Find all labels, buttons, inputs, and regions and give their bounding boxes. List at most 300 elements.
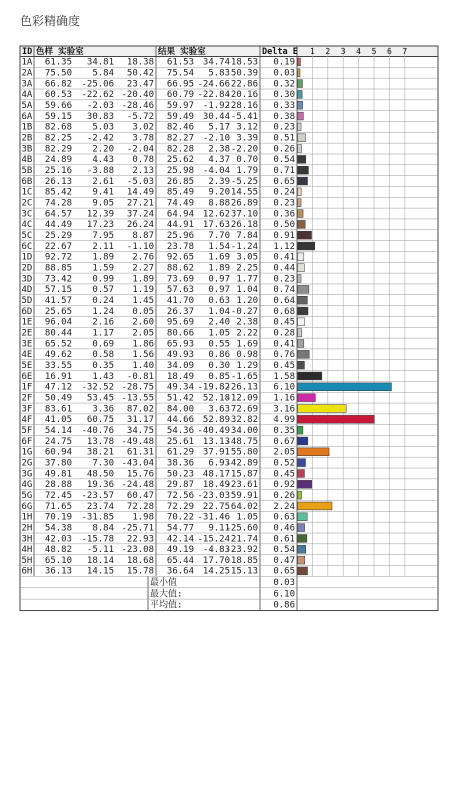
reference-value: -31.85 [81, 512, 114, 523]
measured-value: 0.63 [208, 295, 230, 306]
delta-e-value: 0.50 [273, 220, 295, 231]
delta-e-value: 0.91 [273, 231, 295, 242]
reference-value: 50.49 [44, 393, 72, 404]
delta-e-value: 2.24 [273, 501, 295, 512]
delta-e-bar [298, 502, 332, 510]
measured-value: 1.54 [208, 241, 230, 252]
measured-value: 5.17 [208, 122, 230, 133]
reference-value: 48.50 [86, 469, 114, 480]
summary-value: 0.86 [273, 600, 295, 611]
patch-id: 1G [21, 447, 33, 458]
patch-id: 3A [21, 79, 33, 90]
reference-value: 8.87 [132, 231, 154, 242]
reference-value: 1.56 [132, 350, 154, 361]
reference-value: 41.57 [44, 295, 72, 306]
reference-value: 2.61 [92, 176, 114, 187]
measured-value: 59.91 [230, 490, 258, 501]
measured-value: -23.03 [197, 490, 230, 501]
measured-value: 18.53 [230, 57, 258, 68]
patch-id: 1E [21, 317, 33, 328]
delta-e-value: 0.76 [273, 350, 295, 361]
measured-value: 2.38 [236, 317, 258, 328]
summary-label: 平均值: [150, 600, 183, 611]
delta-e-value: 0.68 [273, 306, 295, 317]
delta-e-bar [298, 415, 375, 423]
reference-value: 60.47 [126, 490, 154, 501]
reference-value: 49.81 [44, 469, 72, 480]
measured-value: 92.65 [166, 252, 194, 263]
reference-value: -25.06 [81, 79, 114, 90]
reference-value: 1.89 [132, 274, 154, 285]
delta-e-bar [298, 448, 330, 456]
measured-value: 17.63 [202, 220, 230, 231]
reference-value: 74.28 [44, 198, 72, 209]
patch-id: 1D [21, 252, 33, 263]
reference-value: 26.24 [126, 220, 154, 231]
measured-value: 2.38 [208, 144, 230, 155]
measured-value: 72.56 [166, 490, 194, 501]
measured-value: 25.61 [166, 436, 194, 447]
patch-id: 4H [21, 545, 33, 556]
delta-e-bar [298, 210, 304, 218]
reference-value: 13.78 [86, 436, 114, 447]
delta-e-bar [298, 275, 302, 283]
measured-value: 7.70 [208, 231, 230, 242]
patch-id: 1H [21, 512, 33, 523]
delta-e-value: 0.36 [273, 209, 295, 220]
reference-value: 7.30 [92, 458, 114, 469]
delta-e-bar [298, 437, 308, 445]
patch-id: 5G [21, 490, 33, 501]
delta-e-bar [298, 513, 308, 521]
reference-value: 42.03 [44, 534, 72, 545]
delta-e-bar [298, 524, 305, 532]
reference-value: 9.41 [92, 187, 114, 198]
reference-value: 72.28 [126, 501, 154, 512]
measured-value: 18.49 [202, 480, 230, 491]
patch-id: 5B [21, 166, 33, 177]
delta-e-bar [298, 253, 304, 261]
delta-e-value: 0.38 [273, 111, 295, 122]
measured-value: -28.16 [225, 101, 258, 112]
measured-value: 1.29 [236, 360, 258, 371]
reference-value: 48.82 [44, 545, 72, 556]
measured-value: 82.46 [166, 122, 194, 133]
measured-value: -31.46 [197, 512, 230, 523]
measured-value: 59.97 [166, 101, 194, 112]
delta-e-value: 0.46 [273, 523, 295, 534]
measured-value: 2.22 [236, 328, 258, 339]
measured-value: 44.66 [166, 415, 194, 426]
reference-value: 12.39 [86, 209, 114, 220]
patch-id: 3H [21, 534, 33, 545]
patch-id: 6C [21, 241, 33, 252]
measured-value: 84.00 [166, 404, 194, 415]
measured-value: 18.49 [166, 371, 194, 382]
reference-value: 0.58 [92, 350, 114, 361]
measured-value: -42.89 [225, 458, 258, 469]
reference-value: 50.42 [126, 68, 154, 79]
reference-value: 0.35 [92, 360, 114, 371]
measured-value: 1.04 [208, 306, 230, 317]
reference-value: 4.43 [92, 155, 114, 166]
measured-value: 3.39 [236, 133, 258, 144]
reference-value: 25.29 [44, 231, 72, 242]
measured-value: -48.75 [225, 436, 258, 447]
reference-value: 18.68 [126, 555, 154, 566]
reference-value: 31.17 [126, 415, 154, 426]
delta-e-value: 0.65 [273, 176, 295, 187]
delta-e-bar [298, 361, 305, 369]
delta-e-value: 0.03 [273, 68, 295, 79]
reference-value: -22.62 [81, 90, 114, 101]
patch-id: 4C [21, 220, 33, 231]
reference-value: 0.78 [132, 155, 154, 166]
delta-e-bar [298, 480, 312, 488]
summary-label: 最大值: [150, 589, 183, 600]
delta-e-bar [298, 426, 303, 434]
reference-value: 34.81 [86, 57, 114, 68]
reference-value: 47.12 [44, 382, 72, 393]
measured-value: 42.14 [166, 534, 194, 545]
delta-e-bar [298, 220, 306, 228]
reference-value: 61.35 [44, 57, 72, 68]
delta-e-bar [298, 134, 306, 142]
reference-value: 37.80 [44, 458, 72, 469]
measured-value: 13.13 [202, 436, 230, 447]
delta-e-value: 1.12 [273, 241, 295, 252]
delta-e-bar [298, 318, 305, 326]
delta-e-value: 0.52 [273, 458, 295, 469]
patch-id: 2C [21, 198, 33, 209]
reference-value: -40.76 [81, 425, 114, 436]
delta-e-value: 0.65 [273, 566, 295, 577]
delta-e-value: 0.44 [273, 263, 295, 274]
patch-id: 2H [21, 523, 33, 534]
reference-value: 3.02 [132, 122, 154, 133]
measured-value: 1.79 [236, 166, 258, 177]
measured-value: 1.05 [208, 328, 230, 339]
measured-value: 6.93 [208, 458, 230, 469]
summary-label: 最小值 [150, 577, 178, 588]
measured-value: 37.10 [230, 209, 258, 220]
measured-value: -22.84 [197, 90, 230, 101]
delta-e-bar [298, 90, 303, 98]
delta-e-value: 0.54 [273, 545, 295, 556]
reference-value: 59.15 [44, 111, 72, 122]
measured-value: 64.94 [166, 209, 194, 220]
reference-value: -23.08 [121, 545, 154, 556]
reference-value: 36.13 [44, 566, 72, 577]
delta-e-value: 6.10 [273, 382, 295, 393]
reference-value: 3.36 [92, 404, 114, 415]
measured-value: 88.62 [166, 263, 194, 274]
measured-value: 72.29 [166, 501, 194, 512]
summary-value: 6.10 [273, 589, 295, 600]
reference-value: 1.43 [92, 371, 114, 382]
reference-value: 0.69 [92, 339, 114, 350]
reference-value: 1.45 [132, 295, 154, 306]
measured-value: -4.04 [202, 166, 230, 177]
reference-value: -24.48 [121, 480, 154, 491]
measured-value: 65.44 [166, 555, 194, 566]
reference-value: 19.36 [86, 480, 114, 491]
reference-value: -28.75 [121, 382, 154, 393]
measured-value: -5.25 [230, 176, 258, 187]
measured-value: -19.82 [197, 382, 230, 393]
measured-value: 21.74 [230, 534, 258, 545]
reference-value: -2.04 [126, 144, 154, 155]
measured-value: 50.23 [166, 469, 194, 480]
delta-e-value: 0.19 [273, 57, 295, 68]
delta-e-value: 0.47 [273, 555, 295, 566]
reference-value: 18.14 [86, 555, 114, 566]
patch-id: 4D [21, 285, 33, 296]
patch-id: 6E [21, 371, 33, 382]
measured-value: 2.25 [236, 263, 258, 274]
page-title: 色彩精确度 [20, 14, 81, 28]
reference-value: 5.03 [92, 122, 114, 133]
reference-value: 2.60 [132, 317, 154, 328]
patch-id: 3F [21, 404, 33, 415]
measured-value: 2.39 [208, 176, 230, 187]
measured-value: -15.24 [197, 534, 230, 545]
measured-value: 49.93 [166, 350, 194, 361]
reference-value: 22.67 [44, 241, 72, 252]
reference-value: -28.46 [121, 101, 154, 112]
measured-value: 82.28 [166, 144, 194, 155]
patch-id: 6B [21, 176, 33, 187]
measured-value: 25.62 [166, 155, 194, 166]
header-id: ID [22, 47, 33, 57]
measured-value: 57.63 [166, 285, 194, 296]
delta-e-value: 1.58 [273, 371, 295, 382]
measured-value: 72.69 [230, 404, 258, 415]
measured-value: 23.78 [166, 241, 194, 252]
measured-value: 95.69 [166, 317, 194, 328]
measured-value: 14.25 [202, 566, 230, 577]
reference-value: 3.78 [132, 133, 154, 144]
reference-value: 60.94 [44, 447, 72, 458]
reference-value: 24.89 [44, 155, 72, 166]
delta-e-value: 0.74 [273, 285, 295, 296]
reference-value: 8.84 [92, 523, 114, 534]
measured-value: 34.00 [230, 425, 258, 436]
delta-e-value: 0.32 [273, 79, 295, 90]
reference-value: 1.59 [92, 263, 114, 274]
reference-value: 61.31 [126, 447, 154, 458]
reference-value: 17.23 [86, 220, 114, 231]
reference-value: 54.14 [44, 425, 72, 436]
delta-e-value: 0.23 [273, 122, 295, 133]
reference-value: 14.49 [126, 187, 154, 198]
reference-value: 15.76 [126, 469, 154, 480]
delta-e-bar [298, 556, 305, 564]
delta-e-bar [298, 296, 308, 304]
delta-e-bar [298, 101, 303, 109]
reference-value: 1.86 [132, 339, 154, 350]
x-tick-label: 6 [386, 47, 392, 56]
reference-value: -0.81 [126, 371, 154, 382]
delta-e-value: 0.23 [273, 274, 295, 285]
delta-e-bar [298, 535, 307, 543]
delta-e-value: 2.05 [273, 447, 295, 458]
measured-value: 49.34 [166, 382, 194, 393]
reference-value: -32.52 [81, 382, 114, 393]
reference-value: 0.57 [92, 285, 114, 296]
patch-id: 6A [21, 111, 33, 122]
delta-e-bar [298, 123, 302, 131]
measured-value: 48.17 [202, 469, 230, 480]
reference-value: 64.57 [44, 209, 72, 220]
reference-value: -5.03 [126, 176, 154, 187]
measured-value: -20.16 [225, 90, 258, 101]
reference-value: 28.88 [44, 480, 72, 491]
patch-id: 3G [21, 469, 33, 480]
delta-e-bar [298, 491, 302, 499]
measured-value: 44.91 [166, 220, 194, 231]
reference-value: -13.55 [121, 393, 154, 404]
patch-id: 6G [21, 501, 33, 512]
reference-value: -15.78 [81, 534, 114, 545]
reference-value: -5.72 [126, 111, 154, 122]
reference-value: 0.99 [92, 274, 114, 285]
x-tick-label: 7 [402, 47, 408, 56]
reference-value: 18.38 [126, 57, 154, 68]
measured-value: 34.09 [166, 360, 194, 371]
reference-value: 2.11 [92, 241, 114, 252]
measured-value: 1.05 [236, 512, 258, 523]
measured-value: 37.91 [202, 447, 230, 458]
measured-value: 22.75 [202, 501, 230, 512]
measured-value: 59.49 [166, 111, 194, 122]
measured-value: 50.39 [230, 68, 258, 79]
measured-value: 9.11 [208, 523, 230, 534]
measured-value: 85.49 [166, 187, 194, 198]
reference-value: -20.40 [121, 90, 154, 101]
delta-e-bar [298, 372, 322, 380]
reference-value: 73.42 [44, 274, 72, 285]
measured-value: 2.40 [208, 317, 230, 328]
reference-value: 1.24 [92, 306, 114, 317]
patch-id: 4G [21, 480, 33, 491]
reference-value: 66.82 [44, 79, 72, 90]
delta-e-value: 0.71 [273, 166, 295, 177]
measured-value: 1.69 [236, 339, 258, 350]
measured-value: -26.13 [225, 382, 258, 393]
measured-value: 3.05 [236, 252, 258, 263]
measured-value: 55.80 [230, 447, 258, 458]
measured-value: 5.83 [208, 68, 230, 79]
reference-value: 2.27 [132, 263, 154, 274]
reference-value: 1.98 [132, 512, 154, 523]
delta-e-bar [298, 470, 305, 478]
measured-value: -25.60 [225, 523, 258, 534]
measured-value: 22.86 [230, 79, 258, 90]
patch-id: 4A [21, 90, 33, 101]
delta-e-bar [298, 405, 347, 413]
measured-value: 26.85 [166, 176, 194, 187]
delta-e-bar [298, 145, 302, 153]
reference-value: 2.13 [132, 166, 154, 177]
measured-value: 0.97 [208, 274, 230, 285]
measured-value: 14.55 [230, 187, 258, 198]
reference-value: 82.29 [44, 144, 72, 155]
measured-value: 61.29 [166, 447, 194, 458]
measured-value: 66.95 [166, 79, 194, 90]
delta-e-bar [298, 307, 308, 315]
measured-value: 9.20 [208, 187, 230, 198]
measured-value: 17.70 [202, 555, 230, 566]
reference-value: 15.78 [126, 566, 154, 577]
measured-value: 7.84 [236, 231, 258, 242]
measured-value: -0.27 [230, 306, 258, 317]
reference-value: 1.89 [92, 252, 114, 263]
delta-e-value: 0.33 [273, 101, 295, 112]
measured-value: 12.62 [202, 209, 230, 220]
measured-value: 1.04 [236, 285, 258, 296]
reference-value: 41.05 [44, 415, 72, 426]
measured-value: -2.10 [202, 133, 230, 144]
reference-value: -49.48 [121, 436, 154, 447]
delta-e-bar [298, 166, 309, 174]
measured-value: 3.63 [208, 404, 230, 415]
reference-value: -2.42 [86, 133, 114, 144]
reference-value: 22.93 [126, 534, 154, 545]
patch-id: 5C [21, 231, 33, 242]
measured-value: -24.66 [197, 79, 230, 90]
patch-id: 2B [21, 133, 33, 144]
delta-e-bar [298, 58, 301, 66]
measured-value: -1.24 [230, 241, 258, 252]
measured-value: 29.87 [166, 480, 194, 491]
reference-value: 88.85 [44, 263, 72, 274]
reference-value: 0.05 [132, 306, 154, 317]
patch-id: 2E [21, 328, 33, 339]
reference-value: 24.75 [44, 436, 72, 447]
patch-id: 1A [21, 57, 33, 68]
reference-value: 38.21 [86, 447, 114, 458]
measured-value: 74.49 [166, 198, 194, 209]
delta-e-value: 0.23 [273, 198, 295, 209]
delta-e-value: 0.35 [273, 425, 295, 436]
measured-value: -23.61 [225, 480, 258, 491]
reference-value: 83.61 [44, 404, 72, 415]
patch-id: 6D [21, 306, 33, 317]
delta-e-bar [298, 383, 392, 391]
reference-value: 0.24 [92, 295, 114, 306]
patch-id: 3D [21, 274, 33, 285]
delta-e-bar [298, 231, 312, 239]
measured-value: -2.20 [230, 144, 258, 155]
x-tick-label: 4 [356, 47, 362, 56]
measured-value: 18.85 [230, 555, 258, 566]
measured-value: -23.92 [225, 545, 258, 556]
reference-value: 60.53 [44, 90, 72, 101]
reference-value: 72.45 [44, 490, 72, 501]
delta-e-value: 0.54 [273, 155, 295, 166]
patch-id: 2G [21, 458, 33, 469]
delta-e-value: 0.45 [273, 469, 295, 480]
measured-value: -4.83 [202, 545, 230, 556]
measured-value: 82.27 [166, 133, 194, 144]
measured-value: 26.89 [230, 198, 258, 209]
reference-value: 16.91 [44, 371, 72, 382]
reference-value: 30.83 [86, 111, 114, 122]
reference-value: 57.15 [44, 285, 72, 296]
measured-value: 52.18 [202, 393, 230, 404]
patch-id: 1F [21, 382, 33, 393]
